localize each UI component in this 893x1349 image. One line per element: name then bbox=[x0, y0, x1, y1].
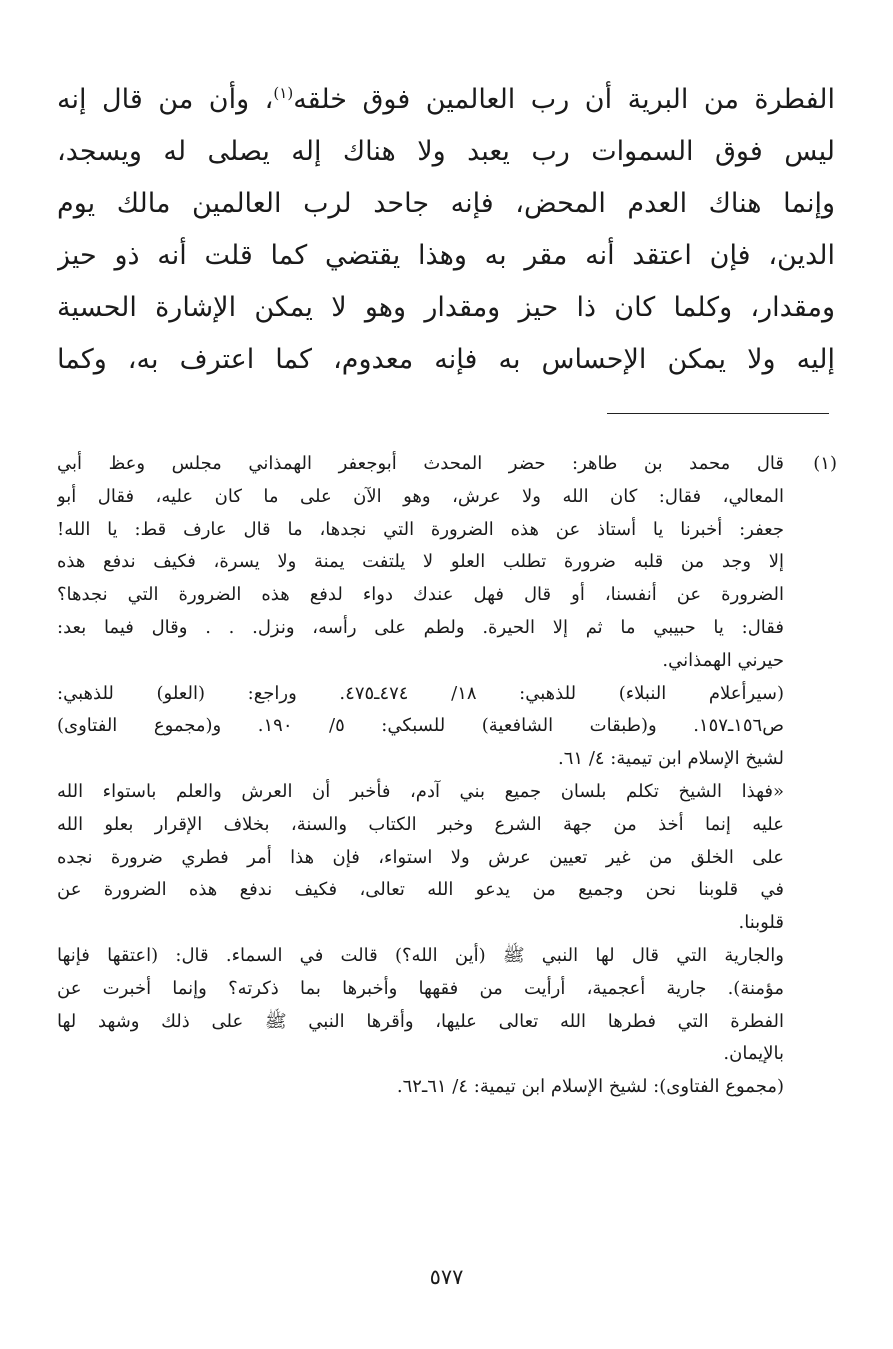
footnote-line: فقال: يا حبيبي ما ثم إلا الحيرة. ولطم على رأسه، ونزل. . . وقال فيما بعد: bbox=[57, 616, 784, 638]
footnote-line: حيرني الهمذاني. bbox=[662, 649, 784, 671]
footnote-line: المعالي، فقال: كان الله ولا عرش، وهو الآن على ما كان عليه، فقال أبو bbox=[57, 485, 784, 507]
footnote-quote-line: والجارية التي قال لها النبي ﷺ (أين الله؟) قالت في السماء. قال: (اعتقها فإنها bbox=[57, 944, 784, 966]
footnote-quote-line: مؤمنة). جارية أعجمية، أرأيت من فقهها وأخبرها بما ذكرته؟ وإنما أخبرت عن bbox=[57, 977, 784, 999]
footnote-citation-line: ص١٥٦ـ١٥٧. و(طبقات الشافعية) للسبكي: ٥/ ١٩٠. و(مجموع الفتاوى) bbox=[57, 715, 784, 737]
footnote-line: جعفر: أخبرنا يا أستاذ عن هذه الضرورة التي نجدها، ما قال عارف قط: يا الله! bbox=[57, 518, 784, 540]
footnote-body bbox=[57, 448, 784, 1104]
footnote-line: إلا وجد من قلبه ضرورة تطلب العلو لا يلتفت يمنة ولا يسرة، فكيف ندفع هذه bbox=[57, 551, 784, 573]
main-text-line-2: ليس فوق السموات رب يعبد ولا هناك إله يصلى له ويسجد، bbox=[57, 136, 835, 167]
footnote-quote-line: قلوبنا. bbox=[738, 912, 784, 934]
page-number: ٥٧٧ bbox=[429, 1265, 464, 1289]
footnote-number: (١) bbox=[813, 453, 837, 474]
footnote-citation-line: لشيخ الإسلام ابن تيمية: ٤/ ٦١. bbox=[558, 748, 784, 770]
footnote-citation-line: (سيرأعلام النبلاء) للذهبي: ١٨/ ٤٧٤ـ٤٧٥. وراجع: (العلو) للذهبي: bbox=[57, 682, 784, 704]
main-text-line-4: الدين، فإن اعتقد أنه مقر به وهذا يقتضي كما قلت أنه ذو حيز bbox=[57, 240, 835, 271]
footnote-reference[interactable]: (١) bbox=[273, 84, 294, 102]
footnote-line: الضرورة عن أنفسنا، أو قال فهل عندك دواء لدفع هذه الضرورة التي نجدها؟ bbox=[57, 584, 784, 606]
footnote-quote-line: في قلوبنا نحن وجميع من يدعو الله تعالى، فكيف ندفع هذه الضرورة عن bbox=[57, 879, 784, 901]
main-text-block bbox=[57, 74, 835, 386]
main-text-line-1-tail: ، وأن من قال إنه bbox=[57, 84, 274, 115]
main-text-line-3: وإنما هناك العدم المحض، فإنه جاحد لرب العالمين مالك يوم bbox=[57, 188, 835, 219]
footnote-separator bbox=[607, 413, 829, 414]
footnote-quote-line: بالإيمان. bbox=[723, 1043, 784, 1065]
main-text-line-5: ومقدار، وكلما كان ذا حيز ومقدار وهو لا يمكن الإشارة الحسية bbox=[57, 292, 835, 323]
main-text-line-1 bbox=[57, 74, 835, 126]
footnote-quote-line: «فهذا الشيخ تكلم بلسان جميع بني آدم، فأخبر أن العرش والعلم باستواء الله bbox=[57, 780, 784, 802]
main-text-line-1-head: الفطرة من البرية أن رب العالمين فوق خلقه bbox=[293, 84, 835, 115]
footnote-citation-line: (مجموع الفتاوى): لشيخ الإسلام ابن تيمية: ٤/ ٦١ـ٦٢. bbox=[396, 1076, 784, 1098]
footnote-quote-line: الفطرة التي فطرها الله تعالى عليها، وأقرها النبي ﷺ على ذلك وشهد لها bbox=[57, 1010, 784, 1032]
footnote-quote-line: على الخلق من غير تعيين عرش ولا استواء، فإن هذا أمر فطري ضرورة نجده bbox=[57, 846, 784, 868]
footnote-line: قال محمد بن طاهر: حضر المحدث أبوجعفر الهمذاني مجلس وعظ أبي bbox=[57, 453, 784, 474]
main-text-line-6: إليه ولا يمكن الإحساس به فإنه معدوم، كما اعترف به، وكما bbox=[57, 344, 835, 375]
footnote-quote-line: عليه إنما أخذ من جهة الشرع وخبر الكتاب والسنة، بخلاف الإقرار بعلو الله bbox=[57, 813, 784, 835]
